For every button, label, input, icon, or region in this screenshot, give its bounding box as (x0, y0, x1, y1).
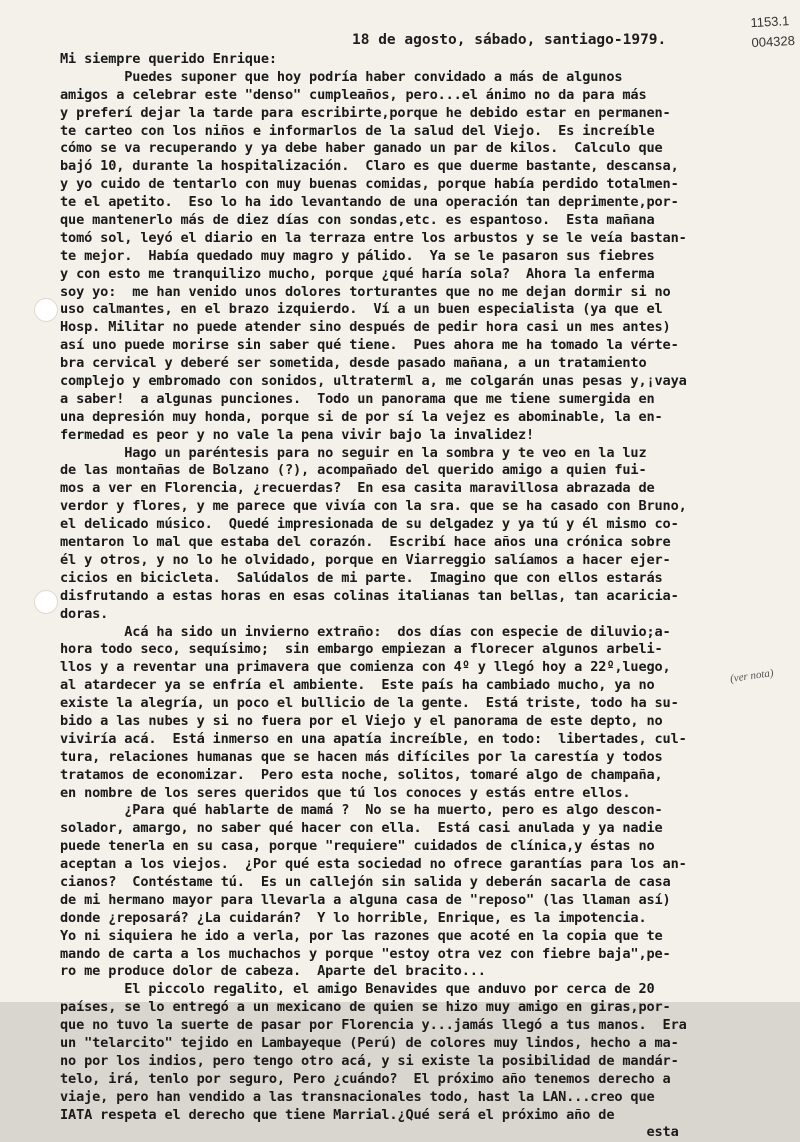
letter-line: Hago un paréntesis para no seguir en la sombra y te veo en la luz (60, 444, 647, 461)
letter-line: hora todo seco, sequísimo; sin embargo empiezan a florecer algunos arbeli- (60, 641, 663, 658)
letter-line: complejo y embromado con sonidos, ultraterml a, me colgarán unas pesas y,¡vaya (60, 373, 687, 390)
letter-line: no por los indios, pero tengo otro acá, y si existe la posibilidad de mandár- (60, 1052, 679, 1069)
letter-line: donde ¿reposará? ¿La cuidarán? Y lo horrible, Enrique, es la impotencia. (60, 909, 647, 926)
letter-line: puede tenerla en su casa, porque "requiere" cuidados de clínica,y éstas no (60, 838, 655, 855)
letter-date: 18 de agosto, sábado, santiago-1979. (352, 32, 667, 48)
letter-line: un "telarcito" tejido en Lambayeque (Perú) de colores muy lindos, hecho a ma- (60, 1034, 679, 1051)
letter-line: mando de carta a los muchachos y porque "estoy otra vez con fiebre baja",pe- (60, 945, 671, 962)
letter-line: aceptan a los viejos. ¿Por qué esta sociedad no ofrece garantías para los an- (60, 856, 687, 873)
archive-reference (750, 11, 795, 53)
letter-line: tomó sol, leyó el diario en la terraza entre los arbustos y se le veía bastan- (60, 229, 687, 246)
letter-line: mos a ver en Florencia, ¿recuerdas? En esa casita maravillosa abrazada de (60, 480, 655, 497)
archive-ref-line: 004328 (750, 32, 795, 51)
letter-line: cómo se va recuperando y ya debe haber ganado un par de kilos. Calculo que (60, 140, 663, 157)
letter-line: países, se lo entregó a un mexicano de quien se hizo muy amigo en giras,por- (60, 999, 671, 1016)
letter-line: bra cervical y deberé ser sometida, desde pasado mañana, a un tratamiento (60, 355, 647, 372)
letter-line: El piccolo regalito, el amigo Benavides que anduvo por cerca de 20 (60, 981, 655, 998)
letter-line: Yo ni siquiera he ido a verla, por las razones que acoté en la copia que te (60, 927, 663, 944)
salutation: Mi siempre querido Enrique: (60, 51, 277, 67)
letter-line: llos y a reventar una primavera que comienza con 4º y llegó hoy a 22º,luego, (60, 659, 671, 676)
letter-line: de mi hermano mayor para llevarla a alguna casa de "reposo" (las llaman así) (60, 891, 671, 908)
letter-line: y preferí dejar la tarde para escribirte,porque he debido estar en permanen- (60, 104, 671, 121)
letter-line: y con esto me tranquilizo mucho, porque ¿qué haría sola? Ahora la enferma (60, 265, 655, 282)
letter-line: amigos a celebrar este "denso" cumpleaños, pero...el ánimo no da para más (60, 86, 647, 103)
letter-line: bajó 10, durante la hospitalización. Claro es que duerme bastante, descansa, (60, 158, 679, 175)
punch-hole (34, 590, 58, 614)
letter-line: esta (60, 1124, 679, 1141)
letter-line: en nombre de los seres queridos que tú los conoces y estás entre ellos. (60, 784, 631, 801)
letter-line: disfrutando a estas horas en esas colinas italianas tan bellas, tan acaricia- (60, 587, 679, 604)
letter-line: ¿Para qué hablarte de mamá ? No se ha muerto, pero es algo descon- (60, 802, 663, 819)
letter-line: doras. (60, 605, 109, 622)
letter-line: viviría acá. Está inmerso en una apatía increíble, en todo: libertades, cul- (60, 730, 687, 747)
letter-line: tura, relaciones humanas que se hacen más difíciles por la carestía y todos (60, 748, 663, 765)
letter-line: solador, amargo, no saber qué hacer con ella. Está casi anulada y ya nadie (60, 820, 663, 837)
letter-line: así uno puede morirse sin saber qué tiene. Pues ahora me ha tomado la vérte- (60, 337, 679, 354)
punch-hole (34, 298, 58, 322)
letter-line: cianos? Contéstame tú. Es un callejón sin salida y deberán sacarla de casa (60, 873, 671, 890)
letter-line: él y otros, y no lo he olvidado, porque en Viarreggio salíamos a hacer ejer- (60, 551, 671, 568)
letter-line: viaje, pero han vendido a las transnacionales todo, hast la LAN...creo que (60, 1088, 655, 1105)
letter-body (60, 51, 780, 1142)
letter-line: fermedad es peor y no vale la pena vivir bajo la invalidez! (60, 426, 535, 443)
letter-line: verdor y flores, y me parece que vivía con la sra. que se ha casado con Bruno, (60, 498, 687, 515)
letter-line: y yo cuido de tentarlo con muy buenas comidas, porque había perdido totalmen- (60, 176, 679, 193)
letter-line: Puedes suponer que hoy podría haber convidado a más de algunos (60, 68, 623, 85)
archive-ref-line: 1153.1 (749, 13, 790, 31)
letter-line: te mejor. Había quedado muy magro y pálido. Ya se le pasaron sus fiebres (60, 247, 655, 264)
letter-line: IATA respeta el derecho que tiene Marrial.¿Qué será el próximo año de (60, 1106, 615, 1123)
letter-line: soy yo: me han venido unos dolores torturantes que no me dejan dormir si no (60, 283, 671, 300)
handwritten-margin-note: (ver nota) (729, 667, 775, 685)
letter-line: ro me produce dolor de cabeza. Aparte del bracito... (60, 963, 486, 980)
letter-line: al atardecer ya se enfría el ambiente. Este país ha cambiado mucho, ya no (60, 677, 655, 694)
letter-line: que mantenerlo más de diez días con sondas,etc. es espantoso. Esta mañana (60, 212, 655, 229)
letter-line: uso calmantes, en el brazo izquierdo. Ví a un buen especialista (ya que el (60, 301, 663, 318)
letter-line: el delicado músico. Quedé impresionada de su delgadez y ya tú y él mismo co- (60, 516, 679, 533)
letter-line: te el apetito. Eso lo ha ido levantando de una operación tan deprimente,por- (60, 194, 679, 211)
letter-line: una depresión muy honda, porque si de por sí la vejez es abominable, la en- (60, 408, 663, 425)
letter-line: que no tuvo la suerte de pasar por Florencia y...jamás llegó a tus manos. Era (60, 1017, 687, 1034)
letter-line: de las montañas de Bolzano (?), acompañado del querido amigo a quien fui- (60, 462, 647, 479)
letter-line: cicios en bicicleta. Salúdalos de mi parte. Imagino que con ellos estarás (60, 569, 663, 586)
letter-line: Hosp. Militar no puede atender sino después de pedir hora casi un mes antes) (60, 319, 671, 336)
letter-line: tratamos de economizar. Pero esta noche, solitos, tomaré algo de champaña, (60, 766, 663, 783)
letter-line: telo, irá, tenlo por seguro, Pero ¿cuándo? El próximo año tenemos derecho a (60, 1070, 671, 1087)
letter-line: bido a las nubes y si no fuera por el Viejo y el panorama de este depto, no (60, 712, 663, 729)
letter-line: Acá ha sido un invierno extraño: dos días con especie de diluvio;a- (60, 623, 671, 640)
letter-line: mentaron lo mal que estaba del corazón. Escribí hace años una crónica sobre (60, 534, 671, 551)
letter-line: te carteo con los niños e informarlos de la salud del Viejo. Es increíble (60, 122, 655, 139)
letter-line: existe la alegría, un poco el bullicio de la gente. Está triste, todo ha su- (60, 695, 679, 712)
letter-line: a saber! a algunas punciones. Todo un panorama que me tiene sumergida en (60, 390, 655, 407)
